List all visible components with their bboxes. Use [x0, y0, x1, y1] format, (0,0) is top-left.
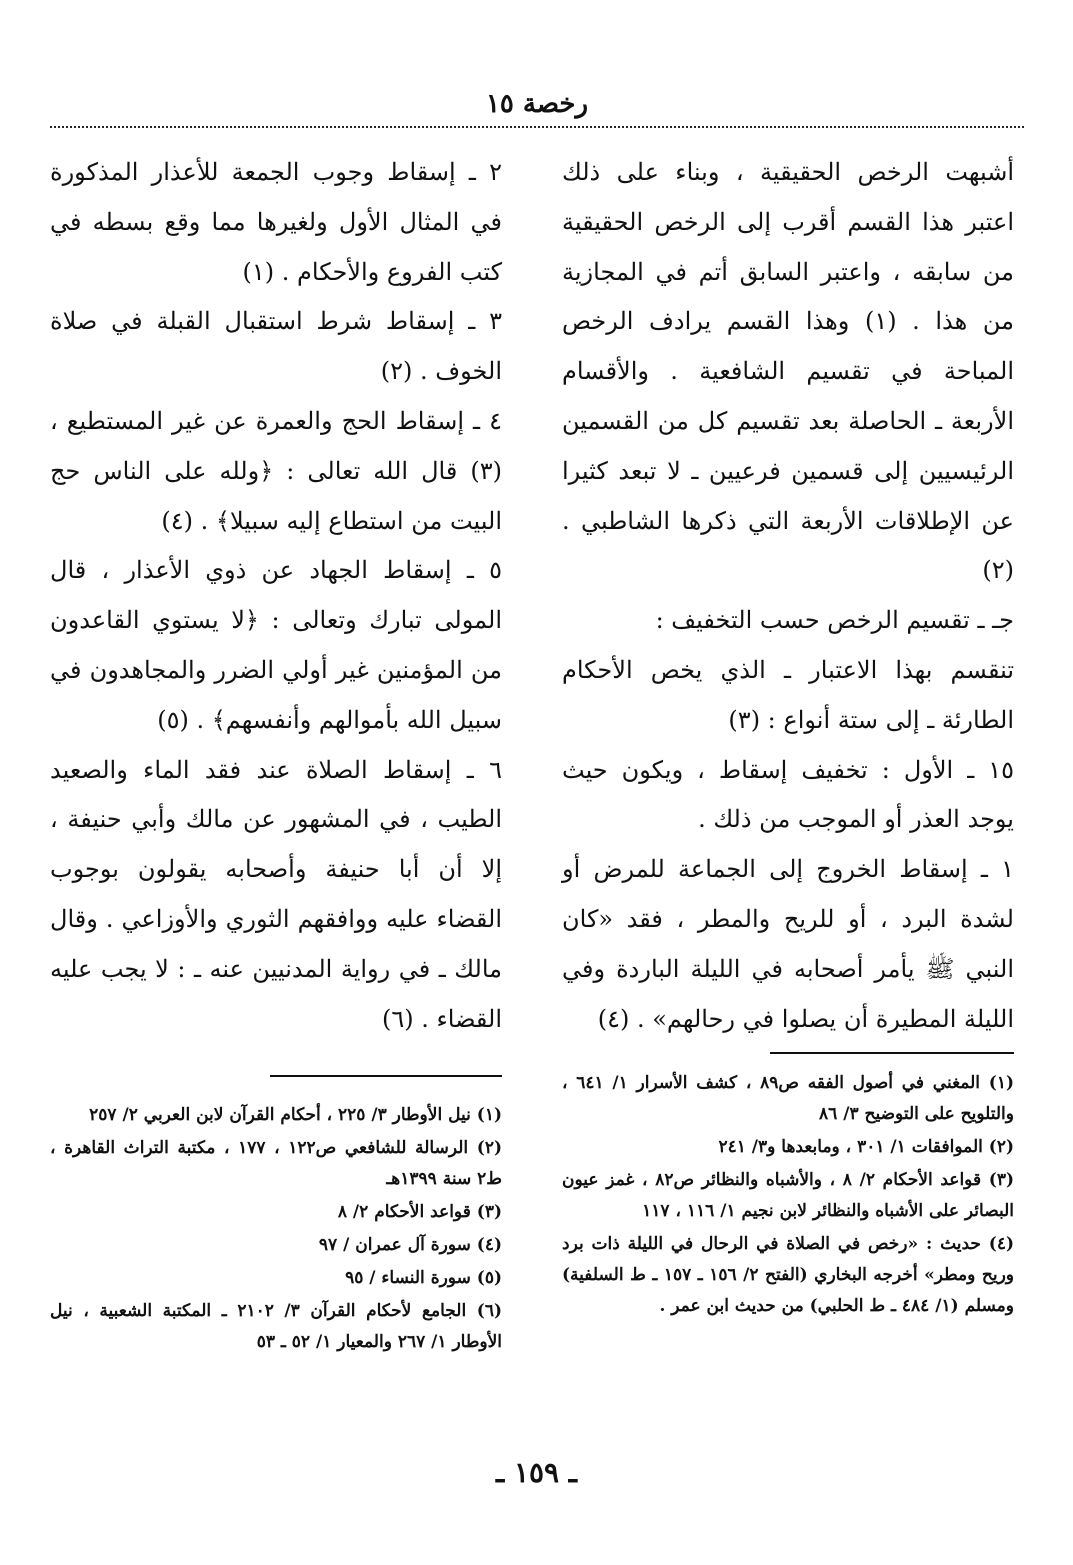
- list-item: ٣ ـ إسقاط شرط استقبال القبلة في صلاة الخوف . (٢): [50, 307, 502, 386]
- page-header: [50, 84, 1024, 124]
- footnote-rule-right: [770, 1052, 1014, 1054]
- list-item: ٤ ـ إسقاط الحج والعمرة عن غير المستطيع ، (٣) قال الله تعالى : ﴿ولله على الناس حج البيت من استطاع إليه سبيلا﴾ . (٤): [50, 406, 502, 535]
- footnote: (٢) الموافقات ١/ ٣٠١ ، ومابعدها و٣/ ٢٤١: [718, 1137, 1014, 1157]
- list-item: ٢ ـ إسقاط وجوب الجمعة للأعذار المذكورة في المثال الأول ولغيرها مما وقع بسطه في كتب الفروع والأحكام . (١): [50, 158, 502, 286]
- list-item: ٥ ـ إسقاط الجهاد عن ذوي الأعذار ، قال المولى تبارك وتعالى : ﴿لا يستوي القاعدون من المؤمنين غير أولي الضرر والمجاهدون في سبيل الله بأموالهم وأنفسهم﴾ . (٥): [50, 556, 502, 734]
- left-footnotes: [50, 1100, 502, 1360]
- numbered-paragraph: ١٥ ـ الأول : تخفيف إسقاط ، ويكون حيث يوجد العذر أو الموجب من ذلك .: [562, 755, 1014, 834]
- footnote: (٤) حديث : «رخص في الصلاة في الرحال في الليلة ذات برد وريح ومطر» أخرجه البخاري (الفتح ٢/ ١٥٦ ـ ١٥٧ ـ ط السلفية) ومسلم (١/ ٤٨٤ ـ ط الحلبي) من حديث ابن عمر .: [562, 1234, 1014, 1316]
- footnote: (٣) قواعد الأحكام ٢/ ٨ ، والأشباه والنظائر ص٨٢ ، غمز عيون البصائر على الأشباه والنظائر لابن نجيم ١/ ١١٦ ، ١١٧: [562, 1170, 1014, 1221]
- body-paragraph: تنقسم بهذا الاعتبار ـ الذي يخص الأحكام الطارئة ـ إلى ستة أنواع : (٣): [562, 655, 1014, 734]
- right-footnotes: [562, 1068, 1014, 1324]
- page-number: ـ ١٥٩ ـ: [495, 1456, 578, 1489]
- body-paragraph: أشبهت الرخص الحقيقية ، وبناء على ذلك اعتبر هذا القسم أقرب إلى الرخص الحقيقية من سابقه ، واعتبر السابق أتم في المجازية من هذا . (١) وهذا القسم يرادف الرخص المباحة في تقسيم الشافعية . والأقسام الأربعة ـ الحاصلة بعد تقسيم كل من القسمين الرئيسيين إلى قسمين فرعيين ـ لا تبعد كثيرا عن الإطلاقات الأربعة التي ذكرها الشاطبي . (٢): [562, 158, 1014, 585]
- footnote: (٥) سورة النساء / ٩٥: [345, 1268, 502, 1288]
- footnote: (٦) الجامع لأحكام القرآن ٣/ ٢١٠٢ ـ المكتبة الشعبية ، نيل الأوطار ١/ ٢٦٧ والمعيار ١/ ٥٢ ـ ٥٣: [50, 1301, 502, 1352]
- section-heading: جـ ـ تقسيم الرخص حسب التخفيف :: [655, 606, 1014, 635]
- footnote: (١) نيل الأوطار ٣/ ٢٢٥ ، أحكام القرآن لابن العربي ٢/ ٢٥٧: [89, 1105, 502, 1125]
- right-column: [562, 148, 1014, 1044]
- left-column: [50, 148, 502, 1044]
- list-item: ١ ـ إسقاط الخروج إلى الجماعة للمرض أو لشدة البرد ، أو للريح والمطر ، فقد «كان النبي ﷺ يأمر أصحابه في الليلة الباردة وفي الليلة المطيرة أن يصلوا في رحالهم» . (٤): [562, 855, 1014, 1033]
- footnote: (٣) قواعد الأحكام ٢/ ٨: [337, 1202, 502, 1222]
- footnote: (١) المغني في أصول الفقه ص٨٩ ، كشف الأسرار ١/ ٦٤١ ، والتلويح على التوضيح ٣/ ٨٦: [562, 1073, 1014, 1124]
- footnote: (٢) الرسالة للشافعي ص١٢٢ ، ١٧٧ ، مكتبة التراث القاهرة ، ط٢ سنة ١٣٩٩هـ: [50, 1138, 502, 1189]
- footnote-rule-left: [270, 1075, 502, 1077]
- list-item: ٦ ـ إسقاط الصلاة عند فقد الماء والصعيد الطيب ، في المشهور عن مالك وأبي حنيفة ، إلا أن أبا حنيفة وأصحابه يقولون بوجوب القضاء عليه ووافقهم الثوري والأوزاعي . وقال مالك ـ في رواية المدنيين عنه ـ : لا يجب عليه القضاء . (٦): [50, 755, 502, 1033]
- footnote: (٤) سورة آل عمران / ٩٧: [318, 1235, 502, 1255]
- header-dotted-rule: [50, 126, 1024, 128]
- running-title: رخصة ١٥: [485, 89, 589, 119]
